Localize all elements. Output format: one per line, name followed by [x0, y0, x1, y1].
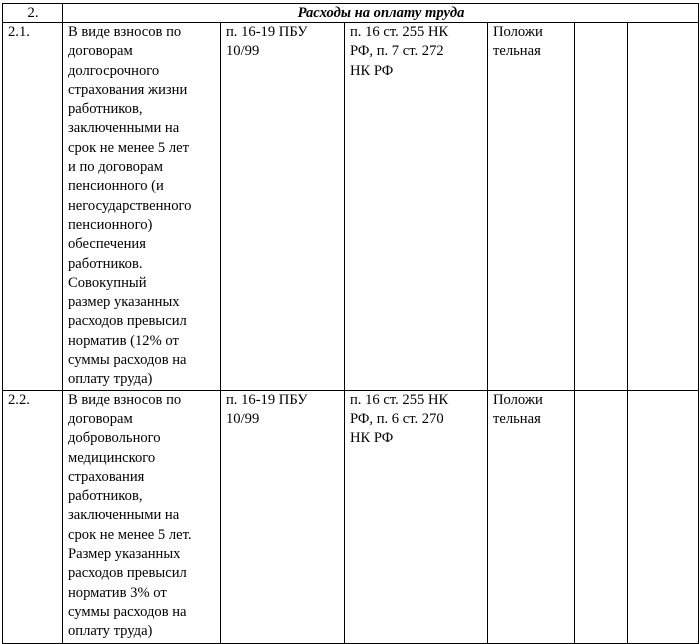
- row-empty-cell: [628, 390, 699, 643]
- row-empty-cell: [575, 390, 628, 643]
- row-description: В виде взносов по договорам добровольного медицинского страхования работников, заключенными на срок не менее 5 лет. Размер указанных расходов превысил норматив 3% от суммы расходов на оплату труда): [63, 390, 221, 643]
- section-header-row: [3, 4, 699, 23]
- section-number: 2.: [3, 4, 63, 23]
- row-nk-reference: п. 16 ст. 255 НК РФ, п. 7 ст. 272 НК РФ: [345, 23, 488, 391]
- row-description: В виде взносов по договорам долгосрочного страхования жизни работников, заключенными на срок не менее 5 лет и по договорам пенсионного (и негосударственного пенсионного) обеспечения работников. Совокупный размер указанных расходов превысил норматив (12% от суммы расходов на оплату труда): [63, 23, 221, 391]
- row-difference-type: Положи тельная: [488, 23, 575, 391]
- section-title: Расходы на оплату труда: [63, 4, 699, 23]
- row-empty-cell: [575, 23, 628, 391]
- row-empty-cell: [628, 23, 699, 391]
- expense-table: [2, 3, 699, 644]
- row-pbu-reference: п. 16-19 ПБУ 10/99: [221, 390, 345, 643]
- table-row: [3, 23, 699, 391]
- row-pbu-reference: п. 16-19 ПБУ 10/99: [221, 23, 345, 391]
- table-row: [3, 390, 699, 643]
- row-difference-type: Положи тельная: [488, 390, 575, 643]
- row-number: 2.1.: [3, 23, 63, 391]
- row-number: 2.2.: [3, 390, 63, 643]
- row-nk-reference: п. 16 ст. 255 НК РФ, п. 6 ст. 270 НК РФ: [345, 390, 488, 643]
